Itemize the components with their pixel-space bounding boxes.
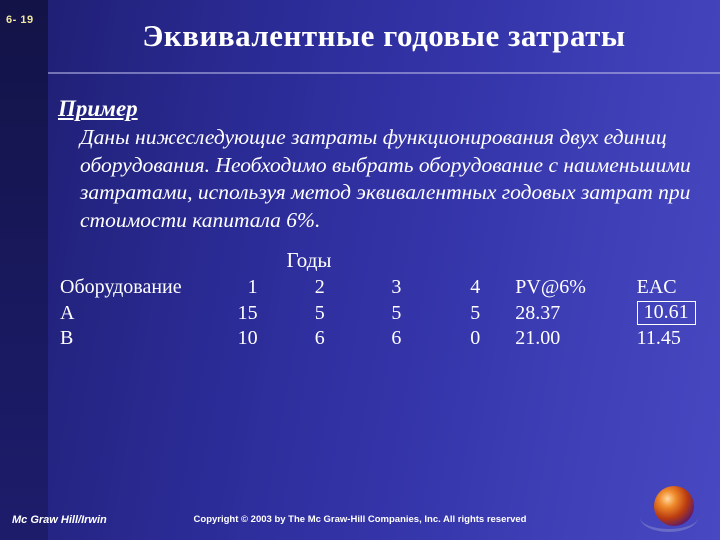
header-eac: EAC <box>636 276 677 299</box>
cell-eac-highlight: 10.61 <box>637 301 696 325</box>
table-row <box>60 326 720 351</box>
slide-body <box>48 88 720 508</box>
cell-year-1: 10 <box>237 327 258 350</box>
footer-brand: Mc Graw Hill/Irwin <box>12 514 107 526</box>
mcgraw-hill-logo-icon <box>638 486 698 534</box>
table-row <box>60 300 720 326</box>
title-divider <box>48 72 720 74</box>
cell-pv: 28.37 <box>515 301 561 324</box>
cell-year-3: 5 <box>391 301 402 324</box>
header-equipment: Оборудование <box>60 276 182 299</box>
slide-number: 6- 19 <box>6 14 34 26</box>
table-header-row <box>60 275 720 300</box>
header-year-3: 3 <box>391 276 402 299</box>
page-title: Эквивалентные годовые затраты <box>142 18 626 53</box>
cell-year-1: 15 <box>237 301 258 324</box>
left-sidebar-band <box>0 0 48 540</box>
cell-year-2: 6 <box>314 327 325 350</box>
footer-copyright: Copyright © 2003 by The Mc Graw-Hill Companies, Inc. All rights reserved <box>193 514 527 525</box>
row-label: A <box>60 301 75 324</box>
header-year-4: 4 <box>470 276 481 299</box>
row-label: B <box>60 327 74 350</box>
header-year-1: 1 <box>247 276 258 299</box>
cell-eac <box>625 300 720 326</box>
cell-year-2: 5 <box>314 301 325 324</box>
example-paragraph: Даны нижеследующие затраты функционирования двух единиц оборудования. Необходимо выбрать оборудование с наименьшими затратами, используя метод эквивалентных годовых затрат при стоимости капитала 6%. <box>80 125 691 232</box>
costs-table <box>60 275 720 351</box>
example-heading: Пример <box>58 96 138 121</box>
header-year-2: 2 <box>314 276 325 299</box>
logo-globe-icon <box>654 486 694 526</box>
cell-year-3: 6 <box>391 327 402 350</box>
cell-year-4: 0 <box>470 327 481 350</box>
years-label: Годы <box>286 248 332 273</box>
cell-eac: 11.45 <box>636 327 681 350</box>
cell-pv: 21.00 <box>515 327 561 350</box>
cell-year-4: 5 <box>470 301 481 324</box>
header-pv: PV@6% <box>515 276 586 299</box>
